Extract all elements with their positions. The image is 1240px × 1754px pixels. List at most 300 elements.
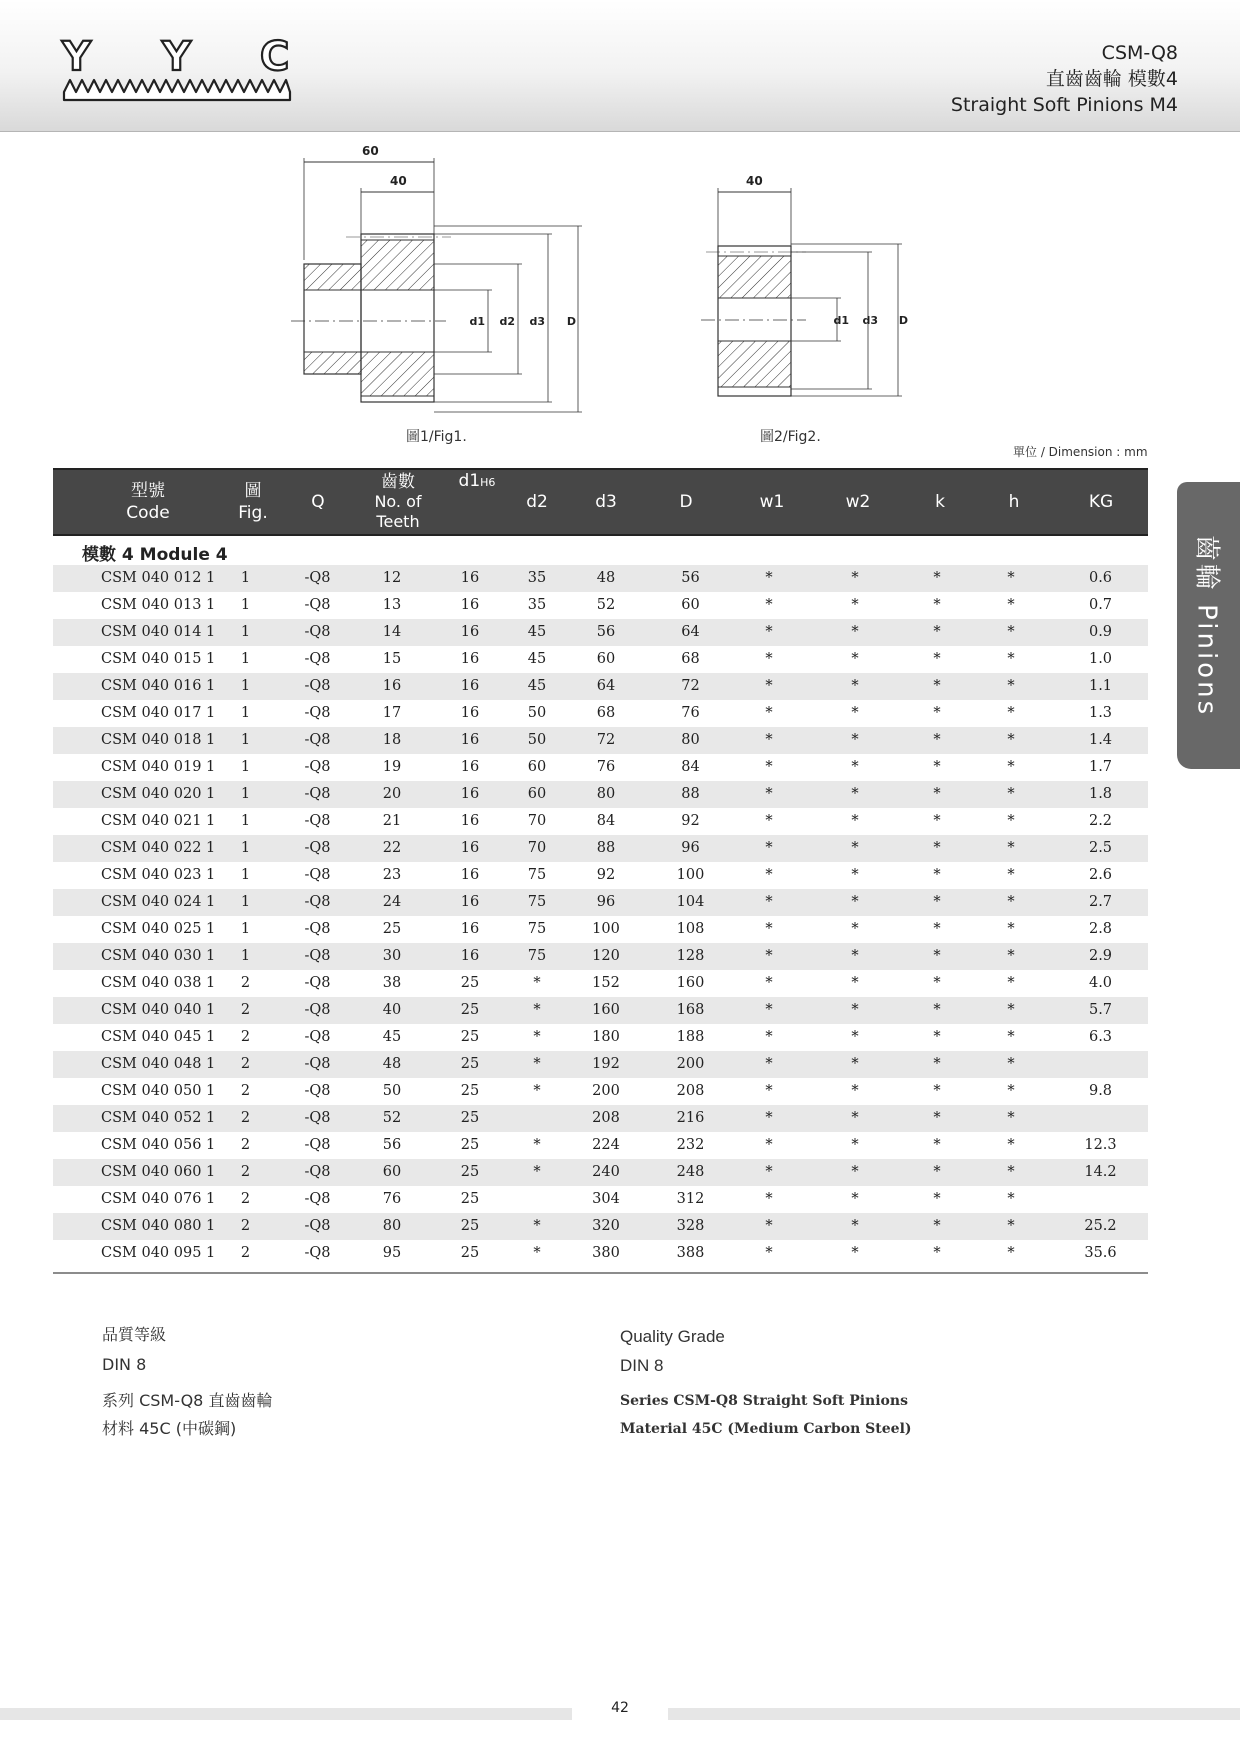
cell-code: CSM 040 015 1 xyxy=(101,651,216,667)
col-header-fig xyxy=(228,470,278,534)
col-header-en: w1 xyxy=(759,492,785,512)
cell-w1: * xyxy=(765,840,773,856)
cell-d2: * xyxy=(533,1245,541,1261)
cell-teeth: 17 xyxy=(382,705,402,721)
cell-d3: 88 xyxy=(596,840,616,856)
cell-k: * xyxy=(933,1218,941,1234)
table-row xyxy=(53,565,1148,592)
cell-teeth: 38 xyxy=(382,975,402,991)
cell-D: 92 xyxy=(681,813,700,829)
cell-d2: * xyxy=(533,1137,541,1153)
cell-w2: * xyxy=(851,732,859,748)
table-row xyxy=(53,1240,1148,1267)
cell-k: * xyxy=(933,786,941,802)
cell-h: * xyxy=(1007,570,1015,586)
cell-w2: * xyxy=(851,651,859,667)
cell-q: -Q8 xyxy=(304,1029,331,1045)
footer-bar-right xyxy=(668,1708,1240,1720)
cell-w2: * xyxy=(851,624,859,640)
cell-k: * xyxy=(933,1245,941,1261)
cell-d3: 76 xyxy=(596,759,616,775)
cell-d2: * xyxy=(533,975,541,991)
cell-teeth: 40 xyxy=(382,1002,402,1018)
cell-fig: 1 xyxy=(240,597,251,613)
cell-d1: 25 xyxy=(460,1110,480,1126)
col-header-d3 xyxy=(576,470,636,534)
cell-fig: 1 xyxy=(240,624,251,640)
cell-fig: 1 xyxy=(240,948,251,964)
col-header-en: Code xyxy=(126,503,170,523)
cell-code: CSM 040 012 1 xyxy=(101,570,216,586)
table-row xyxy=(53,619,1148,646)
cell-h: * xyxy=(1007,1164,1015,1180)
cell-d2: * xyxy=(533,1083,541,1099)
logo-letter-c: C xyxy=(260,34,290,80)
cell-q: -Q8 xyxy=(304,1191,331,1207)
cell-d2: * xyxy=(533,1164,541,1180)
cell-d2: 75 xyxy=(527,867,547,883)
cell-d1: 16 xyxy=(460,651,480,667)
col-header-en: D xyxy=(679,492,693,512)
cell-k: * xyxy=(933,921,941,937)
cell-teeth: 13 xyxy=(382,597,402,613)
cell-q: -Q8 xyxy=(304,1056,331,1072)
cell-teeth: 52 xyxy=(382,1110,402,1126)
cell-d3: 320 xyxy=(592,1218,620,1234)
cell-kg: 6.3 xyxy=(1088,1029,1113,1045)
cell-D: 80 xyxy=(681,732,700,748)
cell-k: * xyxy=(933,813,941,829)
cell-d2: * xyxy=(533,1056,541,1072)
table-row xyxy=(53,754,1148,781)
col-header-en: d2 xyxy=(526,492,548,512)
cell-fig: 1 xyxy=(240,705,251,721)
cell-d2: 50 xyxy=(527,705,547,721)
cell-h: * xyxy=(1007,975,1015,991)
col-header-en: d1 xyxy=(458,471,481,491)
col-header-kg xyxy=(1066,470,1136,534)
cell-d1: 16 xyxy=(460,867,480,883)
cell-code: CSM 040 020 1 xyxy=(101,786,216,802)
cell-d3: 68 xyxy=(596,705,616,721)
note-series-zh: 系列 CSM-Q8 直齒齒輪 xyxy=(102,1391,273,1410)
cell-d2: 35 xyxy=(527,570,547,586)
cell-fig: 1 xyxy=(240,759,251,775)
col-header-en: No. of Teeth xyxy=(374,492,422,531)
cell-w2: * xyxy=(851,1164,859,1180)
cell-h: * xyxy=(1007,597,1015,613)
table-row xyxy=(53,862,1148,889)
cell-k: * xyxy=(933,678,941,694)
cell-q: -Q8 xyxy=(304,1002,331,1018)
cell-w2: * xyxy=(851,1137,859,1153)
cell-teeth: 48 xyxy=(382,1056,402,1072)
table-row xyxy=(53,835,1148,862)
cell-k: * xyxy=(933,624,941,640)
cell-h: * xyxy=(1007,1029,1015,1045)
table-row xyxy=(53,700,1148,727)
cell-q: -Q8 xyxy=(304,1137,331,1153)
cell-D: 248 xyxy=(676,1164,705,1180)
cell-h: * xyxy=(1007,1056,1015,1072)
table-row xyxy=(53,970,1148,997)
side-tab-label: 齒輪 Pinions xyxy=(1191,534,1221,717)
cell-teeth: 21 xyxy=(382,813,402,829)
cell-code: CSM 040 013 1 xyxy=(101,597,216,613)
cell-d3: 120 xyxy=(592,948,620,964)
col-header-w2 xyxy=(828,470,888,534)
cell-d3: 208 xyxy=(592,1110,620,1126)
cell-w2: * xyxy=(851,840,859,856)
cell-w2: * xyxy=(851,1002,859,1018)
cell-q: -Q8 xyxy=(304,570,331,586)
cell-k: * xyxy=(933,732,941,748)
side-tab xyxy=(1177,482,1240,769)
cell-kg: 25.2 xyxy=(1084,1218,1117,1234)
cell-w1: * xyxy=(765,1029,773,1045)
cell-d3: 100 xyxy=(592,921,620,937)
cell-k: * xyxy=(933,570,941,586)
cell-d1: 16 xyxy=(460,786,480,802)
cell-D: 96 xyxy=(681,840,700,856)
table-row xyxy=(53,1132,1148,1159)
table-row xyxy=(53,646,1148,673)
cell-w2: * xyxy=(851,867,859,883)
footer-bar-left xyxy=(0,1708,572,1720)
cell-h: * xyxy=(1007,705,1015,721)
cell-d3: 64 xyxy=(596,678,616,694)
cell-d1: 16 xyxy=(460,894,480,910)
cell-code: CSM 040 056 1 xyxy=(101,1137,216,1153)
cell-h: * xyxy=(1007,786,1015,802)
cell-code: CSM 040 048 1 xyxy=(101,1056,216,1072)
cell-D: 60 xyxy=(681,597,700,613)
cell-d2: * xyxy=(533,1029,541,1045)
cell-h: * xyxy=(1007,840,1015,856)
cell-d1: 16 xyxy=(460,921,480,937)
cell-teeth: 15 xyxy=(382,651,402,667)
cell-code: CSM 040 040 1 xyxy=(101,1002,216,1018)
cell-q: -Q8 xyxy=(304,1110,331,1126)
cell-d1: 16 xyxy=(460,678,480,694)
cell-kg: 0.6 xyxy=(1088,570,1113,586)
cell-d1: 25 xyxy=(460,1056,480,1072)
cell-w1: * xyxy=(765,1164,773,1180)
cell-w1: * xyxy=(765,1218,773,1234)
cell-D: 200 xyxy=(676,1056,705,1072)
cell-q: -Q8 xyxy=(304,948,331,964)
cell-kg: 5.7 xyxy=(1088,1002,1113,1018)
cell-w1: * xyxy=(765,1137,773,1153)
cell-D: 56 xyxy=(681,570,700,586)
table-header xyxy=(53,468,1148,536)
cell-d1: 25 xyxy=(460,975,480,991)
cell-teeth: 19 xyxy=(382,759,402,775)
col-header-zh: 圖 xyxy=(244,481,262,501)
cell-q: -Q8 xyxy=(304,705,331,721)
col-header-sub: H6 xyxy=(480,476,496,489)
logo-letter-y1: Y xyxy=(62,34,91,80)
cell-w2: * xyxy=(851,597,859,613)
cell-fig: 1 xyxy=(240,651,251,667)
table-row xyxy=(53,592,1148,619)
cell-D: 128 xyxy=(676,948,705,964)
cell-k: * xyxy=(933,1056,941,1072)
cell-D: 328 xyxy=(676,1218,705,1234)
cell-w2: * xyxy=(851,570,859,586)
cell-d2: 50 xyxy=(527,732,547,748)
cell-D: 108 xyxy=(676,921,705,937)
cell-code: CSM 040 016 1 xyxy=(101,678,216,694)
cell-code: CSM 040 060 1 xyxy=(101,1164,216,1180)
cell-w1: * xyxy=(765,921,773,937)
table-row xyxy=(53,781,1148,808)
header-title-block xyxy=(951,40,1178,118)
col-header-en: d3 xyxy=(595,492,617,512)
cell-w2: * xyxy=(851,1245,859,1261)
page-header xyxy=(0,0,1240,132)
cell-D: 168 xyxy=(676,1002,705,1018)
cell-q: -Q8 xyxy=(304,1245,331,1261)
cell-d1: 25 xyxy=(460,1137,480,1153)
cell-w1: * xyxy=(765,786,773,802)
cell-d2: 75 xyxy=(527,894,547,910)
cell-q: -Q8 xyxy=(304,651,331,667)
cell-teeth: 25 xyxy=(382,921,402,937)
cell-D: 100 xyxy=(676,867,705,883)
fig2-label-d3: d3 xyxy=(862,314,878,327)
cell-h: * xyxy=(1007,651,1015,667)
cell-teeth: 22 xyxy=(382,840,402,856)
cell-h: * xyxy=(1007,624,1015,640)
cell-d2: 60 xyxy=(527,786,547,802)
cell-d3: 52 xyxy=(596,597,616,613)
cell-D: 208 xyxy=(676,1083,705,1099)
cell-k: * xyxy=(933,597,941,613)
table-row xyxy=(53,1078,1148,1105)
cell-q: -Q8 xyxy=(304,678,331,694)
cell-teeth: 45 xyxy=(382,1029,402,1045)
table-row xyxy=(53,943,1148,970)
cell-fig: 1 xyxy=(240,678,251,694)
cell-kg: 0.7 xyxy=(1088,597,1113,613)
cell-fig: 2 xyxy=(240,1164,251,1180)
logo-letter-y2: Y xyxy=(162,34,191,80)
cell-code: CSM 040 023 1 xyxy=(101,867,216,883)
cell-code: CSM 040 017 1 xyxy=(101,705,216,721)
gear-teeth-icon xyxy=(62,74,292,104)
note-quality-value-zh: DIN 8 xyxy=(102,1355,147,1374)
cell-d2: 60 xyxy=(527,759,547,775)
cell-d2: * xyxy=(533,1002,541,1018)
cell-d1: 16 xyxy=(460,570,480,586)
cell-q: -Q8 xyxy=(304,867,331,883)
col-header-w1 xyxy=(742,470,802,534)
cell-teeth: 60 xyxy=(382,1164,402,1180)
fig1-label-d1: d1 xyxy=(469,315,485,328)
table-row xyxy=(53,808,1148,835)
cell-d3: 56 xyxy=(596,624,616,640)
cell-code: CSM 040 025 1 xyxy=(101,921,216,937)
cell-w1: * xyxy=(765,867,773,883)
cell-kg: 2.2 xyxy=(1088,813,1113,829)
cell-D: 64 xyxy=(681,624,700,640)
cell-k: * xyxy=(933,1002,941,1018)
cell-w1: * xyxy=(765,678,773,694)
cell-k: * xyxy=(933,705,941,721)
cell-q: -Q8 xyxy=(304,1083,331,1099)
cell-k: * xyxy=(933,840,941,856)
cell-code: CSM 040 050 1 xyxy=(101,1083,216,1099)
cell-fig: 2 xyxy=(240,1137,251,1153)
fig1-dim-40: 40 xyxy=(390,174,407,188)
cell-D: 388 xyxy=(676,1245,705,1261)
cell-q: -Q8 xyxy=(304,1218,331,1234)
cell-w2: * xyxy=(851,759,859,775)
col-header-code xyxy=(103,470,193,534)
cell-kg: 1.4 xyxy=(1088,732,1113,748)
table-row xyxy=(53,1159,1148,1186)
cell-kg xyxy=(1063,1186,1138,1213)
figure-1-drawing xyxy=(286,140,616,425)
cell-d1: 25 xyxy=(460,1218,480,1234)
cell-k: * xyxy=(933,1083,941,1099)
cell-D: 76 xyxy=(681,705,700,721)
note-series-en: Series CSM-Q8 Straight Soft Pinions xyxy=(620,1393,908,1409)
cell-w1: * xyxy=(765,894,773,910)
cell-d3: 92 xyxy=(596,867,616,883)
cell-q: -Q8 xyxy=(304,840,331,856)
cell-fig: 1 xyxy=(240,570,251,586)
cell-h: * xyxy=(1007,1218,1015,1234)
cell-fig: 1 xyxy=(240,813,251,829)
cell-d3: 180 xyxy=(592,1029,620,1045)
table-row xyxy=(53,727,1148,754)
note-quality-label-en: Quality Grade xyxy=(620,1327,725,1346)
cell-D: 216 xyxy=(676,1110,705,1126)
cell-kg: 1.8 xyxy=(1088,786,1113,802)
cell-w1: * xyxy=(765,705,773,721)
cell-h: * xyxy=(1007,1083,1015,1099)
cell-code: CSM 040 080 1 xyxy=(101,1218,216,1234)
cell-w1: * xyxy=(765,1083,773,1099)
cell-D: 312 xyxy=(676,1191,705,1207)
table-row xyxy=(53,1213,1148,1240)
cell-fig: 2 xyxy=(240,975,251,991)
cell-k: * xyxy=(933,1191,941,1207)
cell-h: * xyxy=(1007,678,1015,694)
col-header-zh: 型號 xyxy=(131,481,165,501)
cell-q: -Q8 xyxy=(304,975,331,991)
cell-fig: 1 xyxy=(240,840,251,856)
cell-code: CSM 040 038 1 xyxy=(101,975,216,991)
cell-fig: 2 xyxy=(240,1218,251,1234)
cell-teeth: 20 xyxy=(382,786,402,802)
cell-code: CSM 040 022 1 xyxy=(101,840,216,856)
cell-d1: 25 xyxy=(460,1002,480,1018)
fig2-label-D: D xyxy=(898,314,908,327)
cell-w1: * xyxy=(765,732,773,748)
cell-w2: * xyxy=(851,813,859,829)
module-title: 模數 4 Module 4 xyxy=(82,545,228,565)
cell-h: * xyxy=(1007,1110,1015,1126)
cell-h: * xyxy=(1007,894,1015,910)
cell-kg: 9.8 xyxy=(1088,1083,1113,1099)
cell-fig: 2 xyxy=(240,1056,251,1072)
cell-d2: 75 xyxy=(527,948,547,964)
table-row xyxy=(53,997,1148,1024)
cell-kg: 35.6 xyxy=(1084,1245,1117,1261)
cell-k: * xyxy=(933,894,941,910)
fig1-label-d3: d3 xyxy=(529,315,545,328)
cell-teeth: 50 xyxy=(382,1083,402,1099)
cell-d1: 25 xyxy=(460,1245,480,1261)
col-header-d2 xyxy=(507,470,567,534)
table-row xyxy=(53,1024,1148,1051)
cell-w2: * xyxy=(851,678,859,694)
cell-code: CSM 040 030 1 xyxy=(101,948,216,964)
cell-h: * xyxy=(1007,867,1015,883)
cell-kg: 4.0 xyxy=(1088,975,1113,991)
cell-w1: * xyxy=(765,1191,773,1207)
table-row xyxy=(53,916,1148,943)
cell-q: -Q8 xyxy=(304,732,331,748)
cell-d1: 16 xyxy=(460,732,480,748)
col-header-en: h xyxy=(1008,492,1020,512)
cell-h: * xyxy=(1007,1191,1015,1207)
cell-w2: * xyxy=(851,786,859,802)
cell-d1: 25 xyxy=(460,1029,480,1045)
table-row xyxy=(53,1051,1148,1078)
figure-2-drawing xyxy=(696,140,926,400)
cell-fig: 1 xyxy=(240,732,251,748)
cell-code: CSM 040 095 1 xyxy=(101,1245,216,1261)
cell-kg: 2.5 xyxy=(1088,840,1113,856)
cell-d2: 75 xyxy=(527,921,547,937)
cell-d1: 25 xyxy=(460,1164,480,1180)
cell-d1: 16 xyxy=(460,759,480,775)
cell-k: * xyxy=(933,1137,941,1153)
cell-d2: 45 xyxy=(527,678,547,694)
note-quality-label-zh: 品質等級 xyxy=(102,1325,167,1344)
cell-w1: * xyxy=(765,1110,773,1126)
cell-d1: 16 xyxy=(460,840,480,856)
cell-k: * xyxy=(933,759,941,775)
unit-label: 單位 / Dimension : mm xyxy=(1013,445,1148,459)
cell-fig: 2 xyxy=(240,1110,251,1126)
cell-d1: 16 xyxy=(460,948,480,964)
table-bottom-rule xyxy=(53,1272,1148,1274)
col-header-en: Fig. xyxy=(238,503,268,523)
cell-q: -Q8 xyxy=(304,813,331,829)
cell-teeth: 14 xyxy=(382,624,402,640)
cell-kg xyxy=(1063,1105,1138,1132)
cell-d2: 35 xyxy=(527,597,547,613)
cell-kg: 2.9 xyxy=(1088,948,1113,964)
cell-D: 160 xyxy=(676,975,705,991)
cell-teeth: 95 xyxy=(382,1245,402,1261)
cell-d2: 70 xyxy=(527,813,547,829)
cell-code: CSM 040 045 1 xyxy=(101,1029,216,1045)
cell-w2: * xyxy=(851,1191,859,1207)
note-quality-value-en: DIN 8 xyxy=(620,1356,664,1375)
cell-d1: 16 xyxy=(460,624,480,640)
table-row xyxy=(53,889,1148,916)
cell-D: 188 xyxy=(676,1029,705,1045)
cell-d2 xyxy=(507,1186,567,1213)
cell-code: CSM 040 024 1 xyxy=(101,894,216,910)
fig2-dim-40: 40 xyxy=(746,174,763,188)
